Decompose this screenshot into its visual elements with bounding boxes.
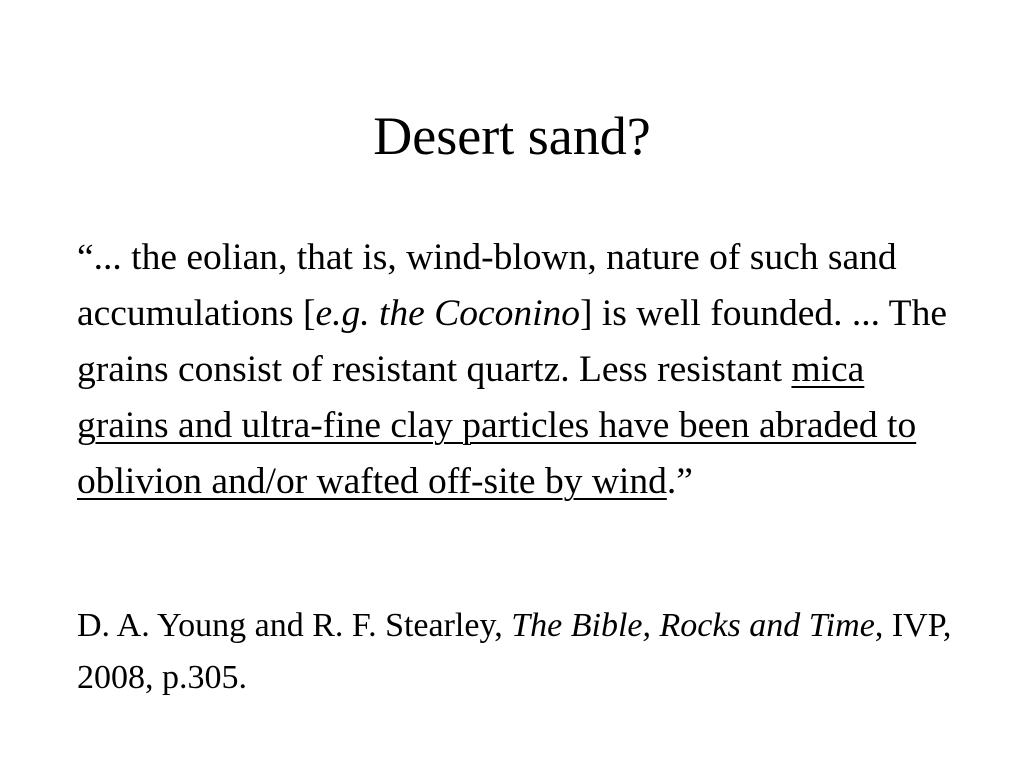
citation-authors: D. A. Young and R. F. Stearley,	[77, 607, 512, 644]
quote-text-middle: ] is well founded. ... The grains consist of resistant quartz. Less resistant	[77, 293, 947, 390]
quote-space	[370, 293, 379, 334]
quote-text-end: .”	[666, 461, 693, 502]
citation	[77, 600, 957, 704]
citation-book-title: The Bible, Rocks and Time	[511, 607, 875, 644]
quote-eg: e.g.	[315, 293, 370, 334]
quote-text-start: “... the eolian, that is, wind-blown, nature of such sand accumulations [	[77, 237, 897, 334]
quote-underlined-text: mica grains and ultra-fine clay particles have been abraded to oblivion and/or wafted off-site by wind	[77, 349, 917, 502]
quote-coconino: the Coconino	[379, 293, 581, 334]
quote-paragraph	[77, 230, 957, 510]
citation-details: , IVP, 2008, p.305.	[77, 607, 952, 696]
slide-title: Desert sand?	[373, 106, 651, 166]
